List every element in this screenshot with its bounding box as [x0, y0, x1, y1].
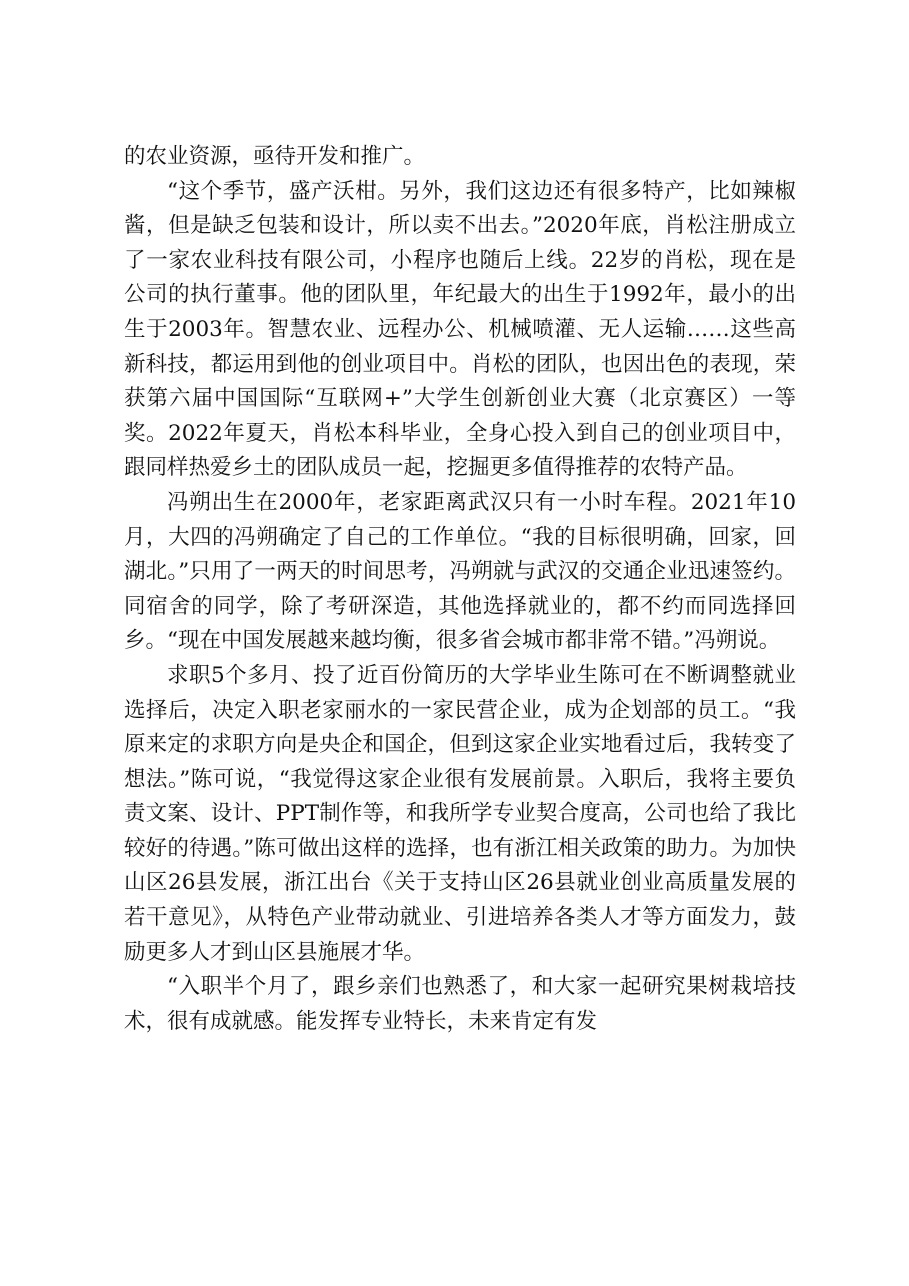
paragraph-continuation: 的农业资源，亟待开发和推广。	[124, 144, 426, 169]
document-body	[124, 140, 796, 1039]
paragraph-feng-shuo: 冯朔出生在2000年，老家距离武汉只有一小时车程。2021年10月，大四的冯朔确定了自己的工作单位。“我的目标很明确，回家，回湖北。”只用了一两天的时间思考，冯朔就与武汉的交通企业迅速签约。同宿舍的同学，除了考研深造，其他选择就业的，都不约而同选择回乡。“现在中国发展越来越均衡，很多省会城市都非常不错。”冯朔说。	[124, 489, 796, 654]
paragraph-quote-fruit: “入职半个月了，跟乡亲们也熟悉了，和大家一起研究果树栽培技术，很有成就感。能发挥专业特长，未来肯定有发	[124, 974, 796, 1034]
paragraph-chen-ke: 求职5个多月、投了近百份简历的大学毕业生陈可在不断调整就业选择后，决定入职老家丽水的一家民营企业，成为企划部的员工。“我原来定的求职方向是央企和国企，但到这家企业实地看过后，我转变了想法。”陈可说，“我觉得这家企业很有发展前景。入职后，我将主要负责文案、设计、PPT制作等，和我所学专业契合度高，公司也给了我比较好的待遇。”陈可做出这样的选择，也有浙江相关政策的助力。为加快山区26县发展，浙江出台《关于支持山区26县就业创业高质量发展的若干意见》，从特色产业带动就业、引进培养各类人才等方面发力，鼓励更多人才到山区县施展才华。	[124, 662, 796, 965]
paragraph-xiao-song: “这个季节，盛产沃柑。另外，我们这边还有很多特产，比如辣椒酱，但是缺乏包装和设计，所以卖不出去。”2020年底，肖松注册成立了一家农业科技有限公司，小程序也随后上线。22岁的肖松，现在是公司的执行董事。他的团队里，年纪最大的出生于1992年，最小的出生于2003年。智慧农业、远程办公、机械喷灌、无人运输……这些高新科技，都运用到他的创业项目中。肖松的团队，也因出色的表现，荣获第六届中国国际“互联网+”大学生创新创业大赛（北京赛区）一等奖。2022年夏天，肖松本科毕业，全身心投入到自己的创业项目中，跟同样热爱乡土的团队成员一起，挖掘更多值得推荐的农特产品。	[124, 178, 797, 481]
